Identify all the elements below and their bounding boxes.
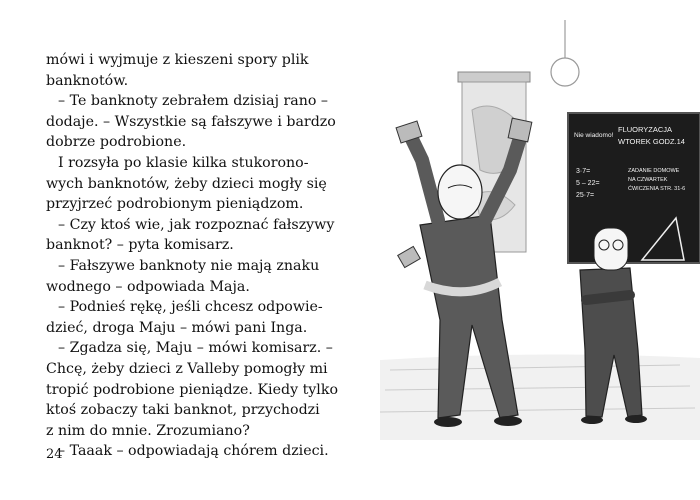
classroom-illustration (380, 20, 700, 440)
text-line: banknotów. (46, 72, 129, 89)
text-line: przyjrzeć podrobionym pieniądzom. (46, 196, 304, 213)
blackboard-math-1: 3·7= (576, 168, 591, 175)
blackboard-title-2: WTOREK GODZ.14 (618, 137, 685, 146)
text-line: banknot? – pyta komisarz. (46, 237, 234, 254)
blackboard-note: Nie wiadomo! (574, 132, 614, 139)
text-line: – Te banknoty zebrałem dzisiaj rano – (58, 93, 329, 110)
text-line: dobrze podrobione. (46, 134, 187, 151)
blackboard-math-2: 5 – 22= (576, 180, 600, 187)
text-line: wych banknotów, żeby dzieci mogły się (46, 175, 327, 192)
classroom-floor (380, 354, 700, 440)
blackboard-title-1: FLUORYZACJA (618, 125, 673, 134)
page-number: 24 (46, 447, 63, 462)
text-line: – Taaak – odpowiadają chórem dzieci. (58, 443, 329, 460)
text-line: Chcę, żeby dzieci z Valleby pomogły mi (46, 360, 328, 377)
blackboard-homework-3: ĆWICZENIA STR. 31-6 (628, 186, 686, 192)
blackboard (568, 113, 700, 263)
text-line: z nim do mnie. Zrozumiano? (46, 422, 250, 439)
text-line: ktoś zobaczy taki banknot, przychodzi (46, 402, 320, 419)
blackboard-homework-1: ZADANIE DOMOWE (628, 168, 680, 174)
text-line: tropić podrobione pieniądze. Kiedy tylko (46, 381, 338, 398)
text-line: wodnego – odpowiada Maja. (46, 278, 250, 295)
story-text (46, 50, 364, 462)
text-line: – Czy ktoś wie, jak rozpoznać fałszywy (58, 216, 335, 233)
text-line: I rozsyła po klasie kilka stukorono- (58, 154, 309, 171)
ceiling-lamp (551, 20, 579, 86)
text-line: dzieć, droga Maju – mówi pani Inga. (46, 319, 308, 336)
blackboard-math-3: 25·7= (576, 192, 595, 199)
text-line: mówi i wyjmuje z kieszeni spory plik (46, 52, 309, 68)
blackboard-homework-2: NA CZWARTEK (628, 177, 668, 183)
text-line: – Podnieś rękę, jeśli chcesz odpowie- (58, 299, 323, 316)
text-line: dodaje. – Wszystkie są fałszywe i bardzo (46, 113, 336, 130)
text-line: – Fałszywe banknoty nie mają znaku (58, 257, 320, 274)
text-line: – Zgadza się, Maju – mówi komisarz. – (58, 340, 333, 357)
